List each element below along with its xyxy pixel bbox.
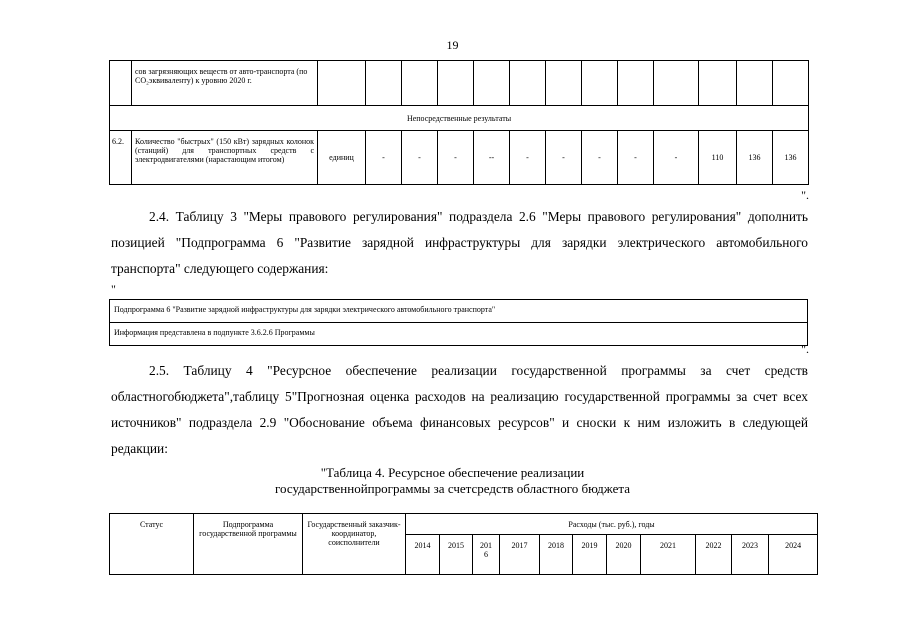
year-header: 2023 — [732, 535, 769, 575]
value-cell: - — [618, 131, 654, 185]
indicator-name: Количество "быстрых" (150 кВт) зарядных колонок (станций) для транспортных средств с электродвигателями (нарастающим итогом) — [132, 131, 318, 185]
page-number: 19 — [446, 38, 459, 52]
value-cell: - — [510, 131, 546, 185]
value-cell: - — [546, 131, 582, 185]
table-header-row — [110, 514, 818, 535]
section-header-row — [110, 106, 809, 131]
value-cell: - — [366, 131, 402, 185]
info-text: Информация представлена в подпункте 3.6.2.6 Программы — [110, 323, 808, 346]
table-caption-line-2: государственнойпрограммы за счетсредств областного бюджета — [275, 481, 630, 496]
indicator-name: сов загрязняющих веществ от авто-транспорта (по CO₂эквиваленту) к уровню 2020 г. — [132, 61, 318, 106]
closing-quote: ". — [801, 342, 809, 356]
expenses-header: Расходы (тыс. руб.), годы — [406, 514, 818, 535]
subprogram-header: Подпрограмма государственной программы — [194, 514, 303, 575]
value-cell: 136 — [773, 131, 809, 185]
customer-header: Государственный заказчик-координатор, соисполнители — [303, 514, 406, 575]
table-row — [110, 300, 808, 323]
unit-cell: единиц — [318, 131, 366, 185]
status-header: Статус — [110, 514, 194, 575]
table-row — [110, 131, 809, 185]
indicators-table — [109, 60, 809, 185]
value-cell: - — [582, 131, 618, 185]
closing-quote: ". — [801, 188, 809, 202]
year-header: 2017 — [500, 535, 540, 575]
year-header: 2018 — [540, 535, 573, 575]
year-header: 2022 — [696, 535, 732, 575]
year-header: 2014 — [406, 535, 440, 575]
subprogram-title: Подпрограмма 6 "Развитие зарядной инфраструктуры для зарядки электрического автомобильного транспорта" — [110, 300, 808, 323]
table-row — [110, 323, 808, 346]
paragraph-2-4: 2.4. Таблицу 3 "Меры правового регулирования" подраздела 2.6 "Меры правового регулирования" дополнить позицией "Подпрограмма 6 "Развитие зарядной инфраструктуры для зарядки электрического автомобильного транспорта" следующего содержания: — [111, 209, 808, 276]
year-header: 2024 — [769, 535, 818, 575]
value-cell: -- — [474, 131, 510, 185]
value-cell: 136 — [737, 131, 773, 185]
value-cell: - — [654, 131, 699, 185]
table-caption-line-1: "Таблица 4. Ресурсное обеспечение реализации — [320, 465, 585, 480]
value-cell: 110 — [699, 131, 737, 185]
table-row — [110, 61, 809, 106]
year-header: 2019 — [573, 535, 607, 575]
year-header: 2016 — [473, 535, 500, 575]
opening-quote: " — [111, 282, 116, 296]
legal-measures-table — [109, 299, 808, 346]
row-number: 6.2. — [110, 131, 132, 185]
resources-table — [109, 513, 818, 575]
value-cell: - — [402, 131, 438, 185]
year-header: 2021 — [641, 535, 696, 575]
section-header: Непосредственные результаты — [110, 106, 809, 131]
year-header: 2020 — [607, 535, 641, 575]
value-cell: - — [438, 131, 474, 185]
paragraph-2-5: 2.5. Таблицу 4 "Ресурсное обеспечение реализации государственной программы за счет средств областногобюджета",таблицу 5"Прогнозная оценка расходов на реализацию государственной программы за счет всех источников" подраздела 2.9 "Обоснование объема финансовых ресурсов" и сноски к ним изложить в следующей редакции: — [111, 363, 808, 456]
year-header: 2015 — [440, 535, 473, 575]
